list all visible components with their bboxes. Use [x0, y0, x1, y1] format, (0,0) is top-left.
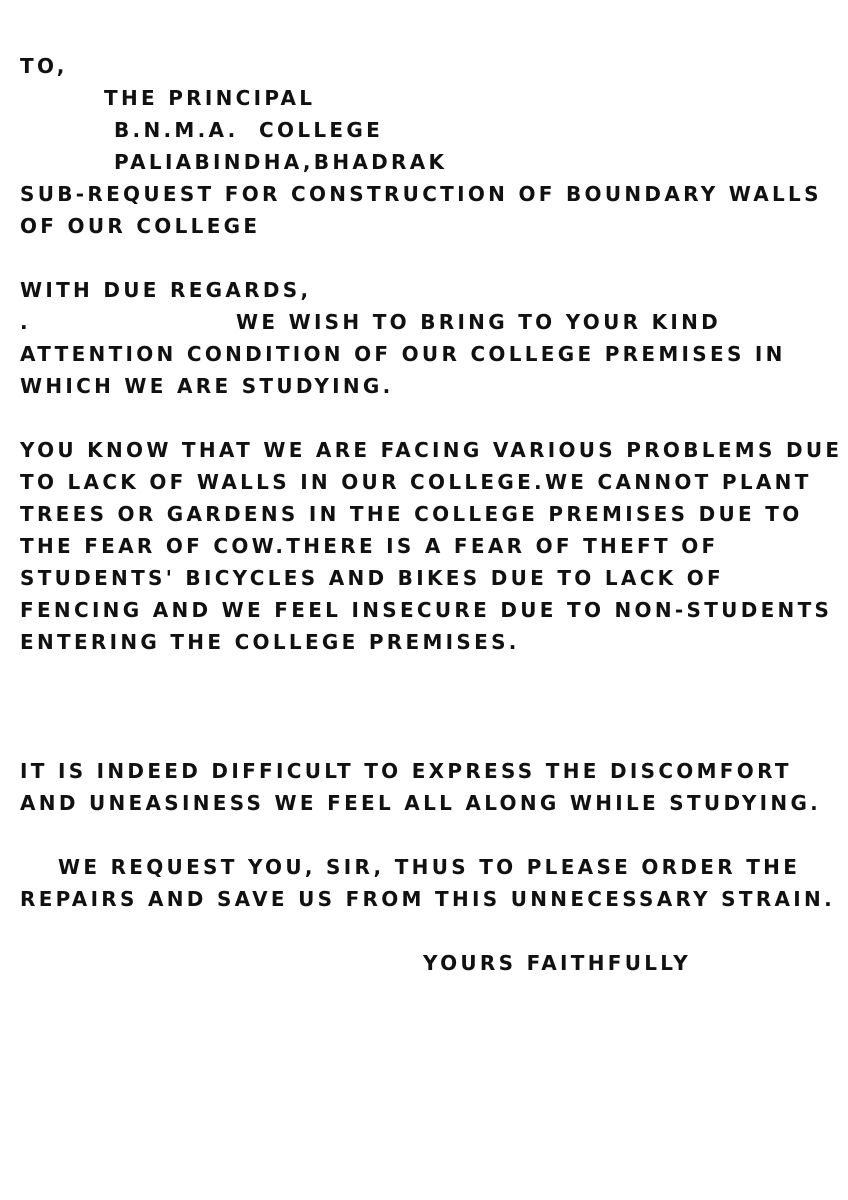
body-p3-line-1: WE REQUEST YOU, SIR, THUS TO PLEASE ORDER THE [58, 855, 801, 879]
body-p2-line-2: AND UNEASINESS WE FEEL ALL ALONG WHILE STUDYING. [20, 791, 822, 815]
body-p1-line-3: TREES OR GARDENS IN THE COLLEGE PREMISES DUE TO [20, 502, 803, 526]
intro-line-2: ATTENTION CONDITION OF OUR COLLEGE PREMISES IN [20, 342, 786, 366]
subject-line-1: SUB-REQUEST FOR CONSTRUCTION OF BOUNDARY WALLS [20, 182, 822, 206]
body-p1-line-4: THE FEAR OF COW.THERE IS A FEAR OF THEFT OF [20, 534, 719, 558]
body-p1-line-1: YOU KNOW THAT WE ARE FACING VARIOUS PROBLEMS DUE [20, 438, 843, 462]
body-p2-line-1: IT IS INDEED DIFFICULT TO EXPRESS THE DISCOMFORT [20, 759, 792, 783]
body-p3-line-2: REPAIRS AND SAVE US FROM THIS UNNECESSARY STRAIN. [20, 887, 835, 911]
closing: YOURS FAITHFULLY [423, 951, 692, 975]
intro-marker: . [20, 310, 31, 334]
greeting: WITH DUE REGARDS, [20, 278, 312, 302]
recipient-title: THE PRINCIPAL [104, 86, 316, 110]
intro-line-3: WHICH WE ARE STUDYING. [20, 374, 394, 398]
subject-line-2: OF OUR COLLEGE [20, 214, 261, 238]
intro-line-1: WE WISH TO BRING TO YOUR KIND [236, 310, 722, 334]
recipient-address: PALIABINDHA,BHADRAK [114, 150, 448, 174]
body-p1-line-2: TO LACK OF WALLS IN OUR COLLEGE.WE CANNOT PLANT [20, 470, 812, 494]
body-p1-line-6: FENCING AND WE FEEL INSECURE DUE TO NON-STUDENTS [20, 598, 833, 622]
recipient-college: B.N.M.A. COLLEGE [114, 118, 384, 142]
body-p1-line-7: ENTERING THE COLLEGE PREMISES. [20, 630, 520, 654]
salutation-to: TO, [20, 54, 68, 78]
body-p1-line-5: STUDENTS' BICYCLES AND BIKES DUE TO LACK OF [20, 566, 724, 590]
